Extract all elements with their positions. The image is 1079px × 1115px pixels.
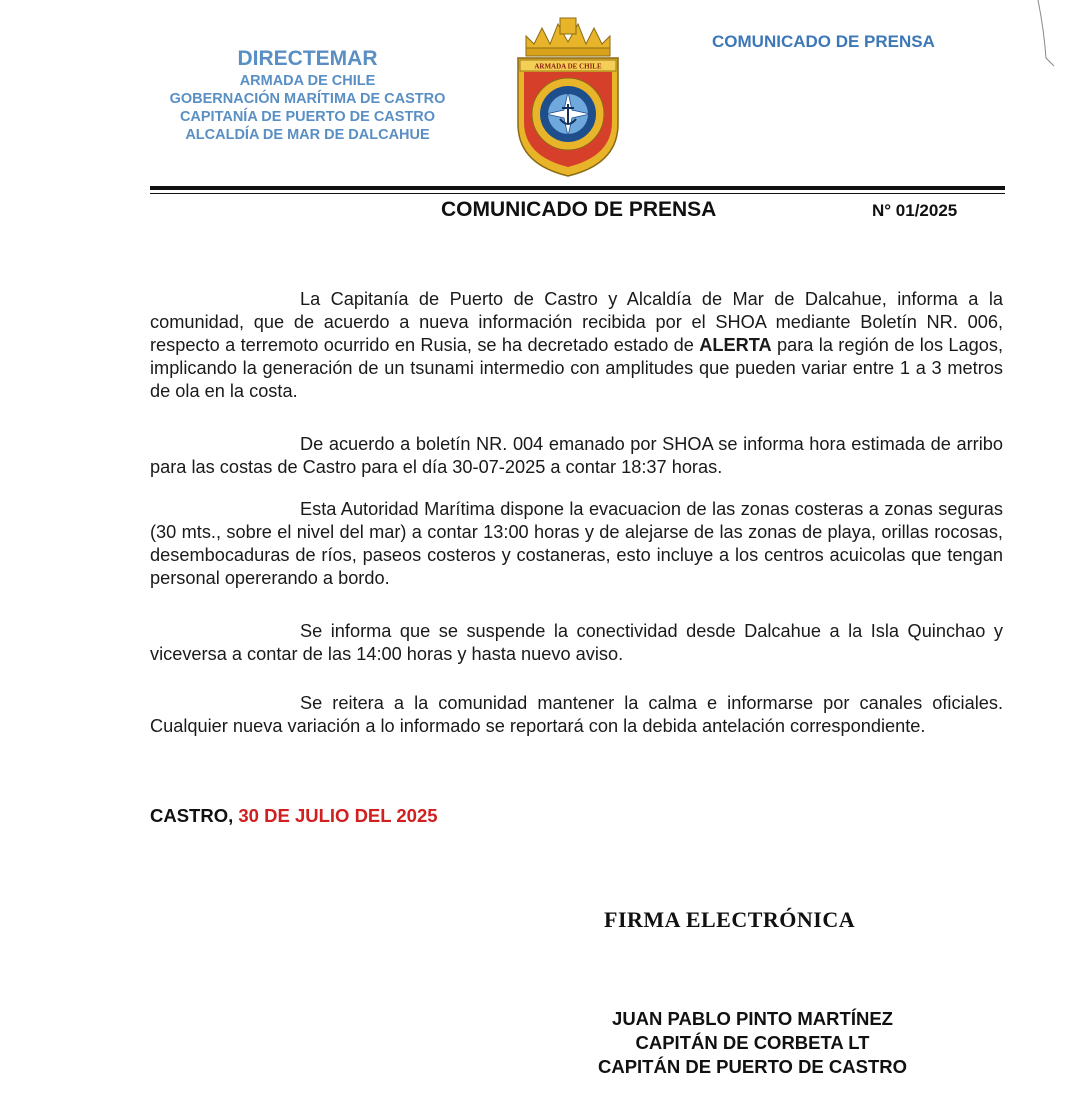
header-divider-thick	[150, 186, 1005, 190]
org-line-armada: ARMADA DE CHILE	[239, 73, 376, 89]
paragraph-arrival-time	[150, 433, 1003, 479]
naval-crown-icon	[526, 18, 610, 56]
paragraph-connectivity	[150, 620, 1003, 666]
signatory-block	[560, 1007, 945, 1079]
alert-keyword: ALERTA	[699, 335, 772, 355]
document-number: N° 01/2025	[872, 201, 958, 220]
issuing-authority-block	[130, 46, 485, 144]
dateline-place: CASTRO,	[150, 805, 234, 826]
paragraph-arrival-time-text: De acuerdo a boletín NR. 004 emanado por SHOA se informa hora estimada de arribo para las costas de Castro para el día 30-07-2025 a contar 18:37 horas.	[150, 434, 1003, 477]
signatory-rank: CAPITÁN DE CORBETA LT	[635, 1032, 870, 1053]
dateline	[150, 805, 438, 827]
paragraph-connectivity-text: Se informa que se suspende la conectividad desde Dalcahue a la Isla Quinchao y viceversa a contar de las 14:00 horas y hasta nuevo aviso.	[150, 621, 1003, 664]
document-title-row	[150, 198, 1005, 224]
navy-crest-logo	[512, 14, 624, 180]
header-divider-thin	[150, 193, 1005, 194]
page-edge-mark	[1030, 0, 1060, 70]
paragraph-alert-text-b: para la región de los Lagos, implicando la generación de un tsunami intermedio con amplitudes que pueden variar entre 1 a 3 metros de ola en la costa.	[150, 335, 1003, 401]
paragraph-evacuation	[150, 498, 1003, 590]
crest-banner-text: ARMADA DE CHILE	[534, 62, 602, 71]
org-line-capitania: CAPITANÍA DE PUERTO DE CASTRO	[179, 109, 436, 125]
signatory-name: JUAN PABLO PINTO MARTÍNEZ	[612, 1008, 893, 1029]
org-name-directemar: DIRECTEMAR	[237, 47, 378, 70]
paragraph-alert-text-a: La Capitanía de Puerto de Castro y Alcaldía de Mar de Dalcahue, informa a la comunidad, que de acuerdo a nueva información recibida por el SHOA mediante Boletín NR. 006, respecto a terremoto ocurrido en Rusia, se ha decretado estado de	[150, 289, 1003, 355]
electronic-signature-label: FIRMA ELECTRÓNICA	[604, 907, 856, 932]
paragraph-evacuation-text: Esta Autoridad Marítima dispone la evacuacion de las zonas costeras a zonas seguras (30 mts., sobre el nivel del mar) a contar 13:00 horas y de alejarse de las zonas de playa, orillas rocosas, desembocaduras de ríos, paseos costeros y costaneras, esto incluye a los centros acuicolas que tengan personal opererando a bordo.	[150, 499, 1003, 588]
paragraph-calm	[150, 692, 1003, 738]
paragraph-calm-text: Se reitera a la comunidad mantener la calma e informarse por canales oficiales. Cualquier nueva variación a lo informado se reportará con la debida antelación correspondiente.	[150, 693, 1003, 736]
signatory-position: CAPITÁN DE PUERTO DE CASTRO	[597, 1056, 908, 1077]
dateline-date: 30 DE JULIO DEL 2025	[238, 805, 438, 826]
org-line-gobernacion: GOBERNACIÓN MARÍTIMA DE CASTRO	[169, 91, 446, 107]
document-title: COMUNICADO DE PRENSA	[441, 198, 717, 221]
paragraph-alert	[150, 288, 1003, 403]
header-document-type: COMUNICADO DE PRENSA	[712, 32, 935, 51]
org-line-alcaldia: ALCALDÍA DE MAR DE DALCAHUE	[185, 127, 430, 143]
